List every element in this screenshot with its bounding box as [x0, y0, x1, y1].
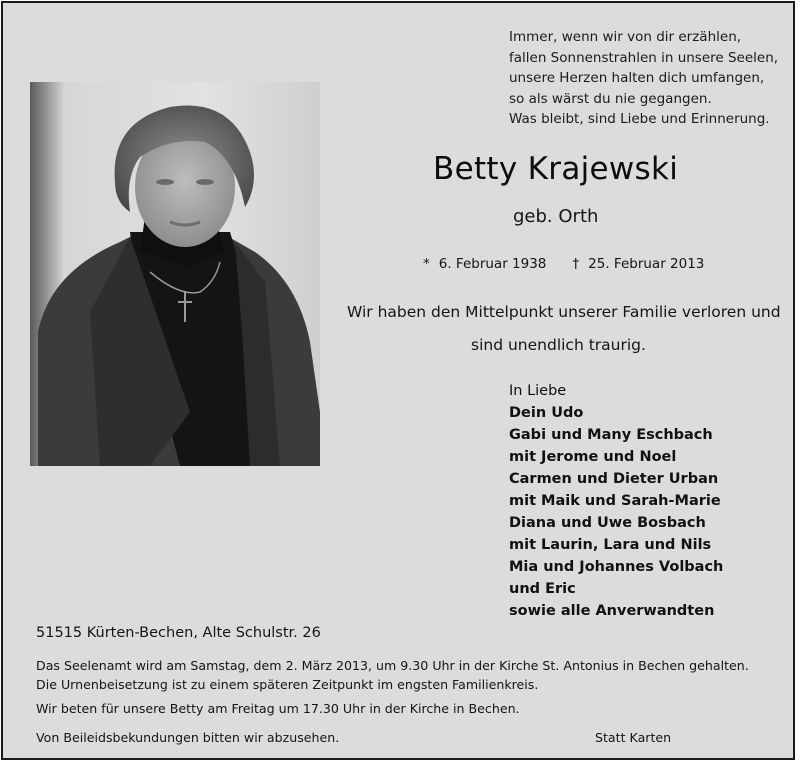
life-dates — [423, 256, 704, 272]
poem-line: unsere Herzen halten dich umfangen, — [509, 70, 765, 86]
birth-name: geb. Orth — [513, 206, 599, 227]
mourners-list — [509, 380, 723, 622]
poem-line: so als wärst du nie gegangen. — [509, 90, 712, 107]
obituary-card — [1, 1, 795, 760]
condolence-notice: Von Beileidsbekundungen bitten wir abzusehen. — [36, 730, 340, 745]
deceased-name: Betty Krajewski — [433, 151, 679, 187]
death-symbol: † — [572, 256, 580, 272]
mourners-intro: In Liebe — [509, 383, 567, 399]
mourner-name: Mia und Johannes Volbach — [509, 559, 724, 575]
mourner-name: Gabi und Many Eschbach — [509, 427, 713, 443]
poem-line: fallen Sonnenstrahlen in unsere Seelen, — [509, 49, 779, 66]
mourner-name: Diana und Uwe Bosbach — [509, 515, 706, 531]
birth-date: 6. Februar 1938 — [438, 256, 547, 272]
mourner-name: mit Maik und Sarah-Marie — [509, 493, 721, 509]
death-date: 25. Februar 2013 — [588, 256, 705, 272]
mourner-name: Carmen und Dieter Urban — [509, 471, 719, 487]
statt-karten: Statt Karten — [595, 730, 672, 745]
burial-notice: Die Urnenbeisetzung ist zu einem späteren Zeitpunkt im engsten Familienkreis. — [36, 677, 539, 692]
prayer-notice: Wir beten für unsere Betty am Freitag um 17.30 Uhr in der Kirche in Bechen. — [36, 701, 520, 716]
mourner-name: und Eric — [509, 581, 576, 597]
mourner-name: Dein Udo — [509, 405, 584, 421]
address: 51515 Kürten-Bechen, Alte Schulstr. 26 — [36, 625, 321, 641]
mourner-name: mit Laurin, Lara und Nils — [509, 537, 712, 553]
poem-line: Immer, wenn wir von dir erzählen, — [509, 29, 742, 45]
message-line: Wir haben den Mittelpunkt unserer Familie verloren und — [347, 303, 781, 321]
portrait-photo — [30, 82, 320, 466]
poem-line: Was bleibt, sind Liebe und Erinnerung. — [509, 111, 770, 127]
mourner-name: mit Jerome und Noel — [509, 449, 677, 465]
service-notice: Das Seelenamt wird am Samstag, dem 2. März 2013, um 9.30 Uhr in der Kirche St. Antonius in Bechen gehalten. — [36, 658, 749, 673]
message-line: sind unendlich traurig. — [471, 336, 646, 354]
mourner-name: sowie alle Anverwandten — [509, 603, 715, 619]
poem — [509, 27, 778, 130]
birth-symbol: * — [423, 256, 430, 272]
